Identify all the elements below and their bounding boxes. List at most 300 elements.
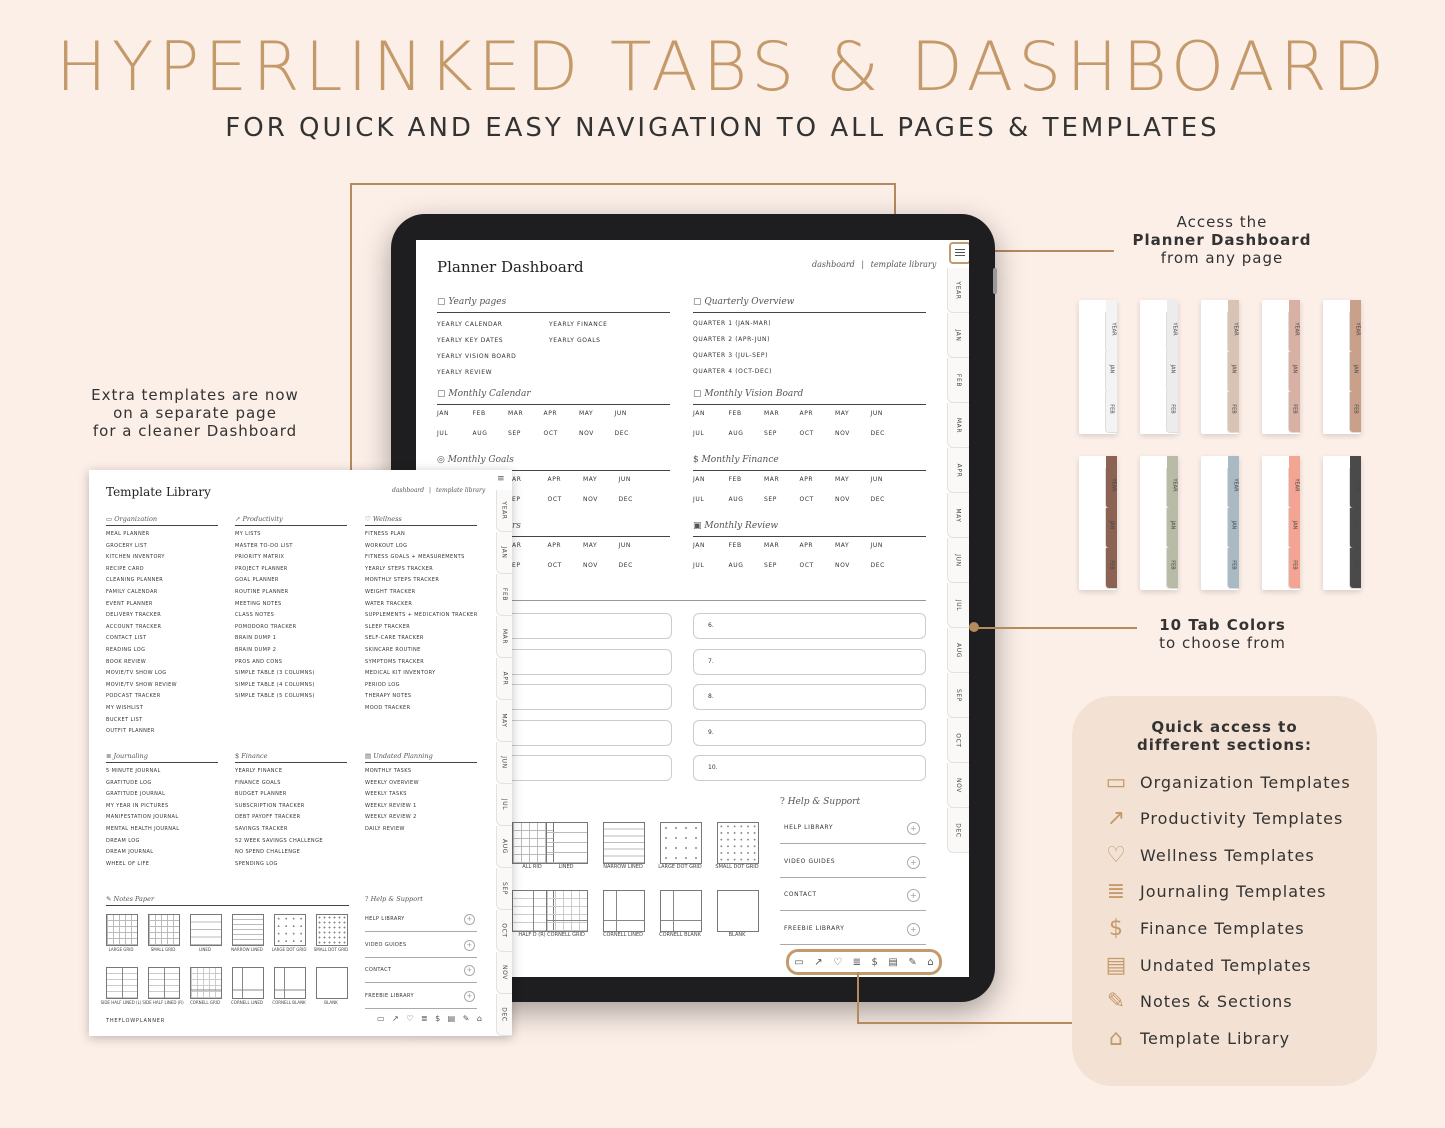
library-item[interactable]: MASTER TO-DO LIST	[235, 542, 293, 549]
help-label: HELP LIBRARY	[784, 824, 834, 831]
library-tab-dec[interactable]	[496, 994, 512, 1036]
library-item[interactable]: OUTFIT PLANNER	[106, 728, 155, 735]
list-item[interactable]: YEARLY CALENDAR	[437, 321, 503, 328]
paper-label: BLANK	[324, 1000, 338, 1005]
library-item[interactable]: SIMPLE TABLE (4 COLUMNS)	[235, 681, 315, 688]
library-tab-feb[interactable]	[496, 574, 512, 616]
library-nav-dashboard[interactable]: dashboard	[392, 487, 425, 494]
list-item[interactable]: QUARTER 4 (OCT-DEC)	[693, 368, 773, 375]
heart-icon[interactable]: ♡	[833, 956, 843, 968]
library-tab-nov[interactable]	[496, 952, 512, 994]
section-monthly-calendar: ▢ Monthly Calendar	[437, 389, 531, 399]
swatch-menu-icon	[1228, 300, 1239, 312]
dashboard-icon-bar	[786, 949, 942, 975]
list-item[interactable]: QUARTER 3 (JUL-SEP)	[693, 352, 769, 359]
month-link[interactable]: DEC	[870, 430, 885, 437]
paper-template[interactable]	[274, 914, 306, 946]
month-link[interactable]: NOV	[579, 430, 595, 437]
month-link[interactable]: JUN	[870, 410, 883, 417]
library-item[interactable]: NO SPEND CHALLENGE	[235, 849, 301, 856]
library-item[interactable]: BUCKET LIST	[106, 716, 143, 723]
callout-access-line2: Planner Dashboard	[1132, 231, 1312, 249]
month-link[interactable]: DEC	[614, 430, 629, 437]
month-link[interactable]: JAN	[693, 542, 706, 549]
library-item[interactable]: BRAIN DUMP 2	[235, 647, 277, 653]
month-link[interactable]: DEC	[870, 562, 885, 569]
library-item[interactable]: MANIFESTATION JOURNAL	[106, 814, 179, 821]
library-item[interactable]: WEIGHT TRACKER	[365, 589, 416, 595]
paper-label: CORNELL GRID	[189, 1000, 221, 1005]
month-link[interactable]: APR	[547, 542, 562, 549]
list-item[interactable]: YEARLY REVIEW	[437, 369, 493, 376]
library-item[interactable]: MONTHLY STEPS TRACKER	[365, 577, 440, 584]
swatch-tab	[1166, 352, 1178, 393]
month-link[interactable]: FEB	[728, 476, 742, 483]
library-tab-jan[interactable]	[496, 532, 512, 574]
dollar-icon[interactable]: $	[871, 956, 878, 968]
library-item[interactable]: RECIPE CARD	[106, 565, 144, 572]
section-yearly: ▢ Yearly pages	[437, 297, 507, 307]
numbered-box[interactable]: 8.	[693, 684, 926, 710]
month-link[interactable]: JUN	[618, 476, 631, 483]
month-link[interactable]: FEB	[472, 410, 486, 417]
library-item[interactable]: WEEKLY OVERVIEW	[365, 779, 419, 786]
tab-jan[interactable]	[947, 313, 969, 358]
month-link[interactable]: FEB	[728, 542, 742, 549]
library-item[interactable]: MENTAL HEALTH JOURNAL	[106, 826, 180, 832]
library-item[interactable]: FITNESS GOALS + MEASUREMENTS	[365, 554, 465, 561]
library-tab-apr[interactable]	[496, 658, 512, 700]
help-row[interactable]	[780, 813, 926, 844]
list-item[interactable]: YEARLY VISION BOARD	[437, 353, 517, 360]
tab-sep[interactable]	[947, 673, 969, 718]
month-link[interactable]: EP	[512, 562, 521, 569]
bank-icon[interactable]: ⌂	[476, 1014, 482, 1023]
library-item[interactable]: MY YEAR IN PICTURES	[106, 802, 169, 809]
paper-label: NARROW LINED	[603, 864, 643, 870]
quick-item-0[interactable]	[1102, 767, 1351, 797]
month-link[interactable]: AUG	[728, 496, 744, 503]
month-link[interactable]: MAY	[835, 410, 850, 417]
month-link[interactable]: MAR	[508, 410, 524, 417]
library-item[interactable]: MY LISTS	[235, 531, 261, 537]
month-link[interactable]: MAY	[583, 476, 598, 483]
library-item[interactable]: BUDGET PLANNER	[235, 791, 287, 798]
paper-template[interactable]	[603, 822, 645, 864]
library-item[interactable]: GRATITUDE JOURNAL	[106, 791, 166, 798]
month-link[interactable]: DEC	[618, 496, 633, 503]
plus-icon: +	[907, 822, 920, 835]
library-item[interactable]: MEETING NOTES	[235, 600, 282, 607]
month-link[interactable]: OCT	[547, 496, 562, 503]
swatch-tab	[1288, 312, 1300, 353]
section-monthly-goals: ◎ Monthly Goals	[437, 455, 514, 465]
month-link[interactable]: NOV	[583, 496, 599, 503]
library-item[interactable]: CLEANING PLANNER	[106, 577, 164, 584]
swatch-tab	[1105, 468, 1117, 509]
tab-mar[interactable]	[947, 403, 969, 448]
month-link[interactable]: NOV	[835, 562, 851, 569]
library-item[interactable]: WORKOUT LOG	[365, 542, 408, 549]
list-item[interactable]: YEARLY KEY DATES	[437, 337, 504, 344]
month-link[interactable]: JAN	[693, 410, 706, 417]
journal-icon[interactable]: ≣	[420, 1014, 428, 1023]
library-item[interactable]: MOVIE/TV SHOW REVIEW	[106, 681, 177, 688]
month-link[interactable]: APR	[543, 410, 558, 417]
library-item[interactable]: PROS AND CONS	[235, 658, 283, 665]
paper-template[interactable]	[546, 822, 588, 864]
month-link[interactable]: AUG	[728, 430, 744, 437]
tab-aug[interactable]	[947, 628, 969, 673]
list-box[interactable]	[496, 720, 672, 746]
paper-template[interactable]	[232, 967, 264, 999]
tab-jun[interactable]	[947, 538, 969, 583]
month-link[interactable]: JUN	[870, 476, 883, 483]
month-link[interactable]: OCT	[799, 430, 814, 437]
library-item[interactable]: MOOD TRACKER	[365, 705, 411, 711]
library-item[interactable]: BOOK REVIEW	[106, 658, 147, 665]
library-tab-jun[interactable]	[496, 742, 512, 784]
month-link[interactable]: JAN	[437, 410, 450, 417]
paper-template[interactable]	[717, 822, 759, 864]
library-item[interactable]: 5 MINUTE JOURNAL	[106, 768, 161, 774]
library-item[interactable]: CONTACT LIST	[106, 635, 147, 642]
paper-template[interactable]	[603, 890, 645, 932]
month-link[interactable]: OCT	[543, 430, 558, 437]
month-link[interactable]: JUL	[693, 562, 705, 569]
paper-label: SMALL DOT GRID	[715, 864, 759, 870]
tab-nov[interactable]	[947, 763, 969, 808]
numbered-box[interactable]: 6.	[693, 613, 926, 639]
quick-item-1[interactable]	[1102, 804, 1343, 834]
swatch-tab-label: FEB	[1352, 404, 1359, 414]
list-item[interactable]: YEARLY FINANCE	[549, 321, 608, 328]
bank-icon[interactable]: ⌂	[927, 956, 934, 968]
list-box[interactable]	[496, 755, 672, 781]
paper-template[interactable]	[717, 890, 759, 932]
library-item[interactable]: BRAIN DUMP 1	[235, 635, 277, 642]
tab-color-swatch[interactable]	[1323, 300, 1361, 434]
swatch-tab-label: YEAR	[1354, 478, 1361, 492]
quick-item-4[interactable]	[1102, 913, 1305, 943]
paper-template[interactable]	[106, 914, 138, 946]
paper-template[interactable]	[190, 967, 222, 999]
tab-feb[interactable]	[947, 358, 969, 403]
month-link[interactable]: APR	[799, 410, 814, 417]
tab-may[interactable]	[947, 493, 969, 538]
list-box[interactable]	[496, 684, 672, 710]
library-item[interactable]: SUBSCRIPTION TRACKER	[235, 802, 305, 809]
library-item[interactable]: SLEEP TRACKER	[365, 623, 411, 630]
swatch-tab-label: FEB	[1291, 560, 1298, 570]
subheadline: FOR QUICK AND EASY NAVIGATION TO ALL PAGES & TEMPLATES	[225, 113, 1220, 143]
month-link[interactable]: MAY	[835, 476, 850, 483]
tab-color-swatch[interactable]	[1079, 456, 1117, 590]
section-quarterly: ▢ Quarterly Overview	[693, 297, 795, 307]
library-help-row[interactable]	[365, 907, 477, 932]
menu-icon[interactable]	[949, 242, 969, 264]
paper-label: LARGE GRID	[108, 947, 134, 952]
month-link[interactable]: MAR	[764, 476, 780, 483]
quick-item-2[interactable]	[1102, 840, 1315, 870]
library-item[interactable]: ACCOUNT TRACKER	[106, 623, 162, 630]
nav-dashboard-link[interactable]: dashboard	[812, 260, 855, 269]
nav-library-link[interactable]: template library	[870, 260, 937, 269]
library-item[interactable]: WEEKLY TASKS	[365, 791, 407, 798]
yearly-title: Yearly pages	[448, 297, 507, 307]
library-item[interactable]: GROCERY LIST	[106, 542, 148, 549]
month-link[interactable]: AR	[512, 542, 522, 549]
paper-template[interactable]	[190, 914, 222, 946]
library-help	[365, 895, 423, 903]
folder-icon[interactable]: ▭	[377, 1014, 385, 1023]
folder-icon: ▭	[1105, 769, 1127, 795]
library-item[interactable]: MY WISHLIST	[106, 705, 144, 711]
library-item[interactable]: GOAL PLANNER	[235, 577, 279, 584]
library-item[interactable]: FINANCE GOALS	[235, 779, 281, 786]
help-label: VIDEO GUIDES	[784, 857, 836, 865]
swatch-tab-label: JAN	[1291, 364, 1298, 374]
library-menu-icon[interactable]: ≡	[497, 474, 505, 484]
library-item[interactable]: SELF-CARE TRACKER	[365, 635, 424, 642]
paper-label: CORNELL GRID	[547, 932, 585, 938]
library-item[interactable]: WEEKLY REVIEW 1	[365, 802, 417, 809]
numbered-box[interactable]: 10.	[693, 755, 926, 781]
tab-color-swatch[interactable]	[1262, 456, 1300, 590]
section-rule	[235, 762, 347, 763]
paper-template[interactable]	[546, 890, 588, 932]
tab-label: AUG	[954, 642, 962, 658]
library-item[interactable]: CLASS NOTES	[235, 612, 275, 619]
month-link[interactable]: AR	[512, 476, 522, 483]
library-item[interactable]: READING LOG	[106, 647, 146, 653]
month-link[interactable]: JUL	[437, 430, 449, 437]
library-item[interactable]: SAVINGS TRACKER	[235, 826, 288, 832]
heart-icon[interactable]: ♡	[406, 1014, 414, 1023]
month-link[interactable]: SEP	[508, 430, 522, 437]
quick-item-7[interactable]	[1102, 1023, 1290, 1053]
library-item[interactable]: SIMPLE TABLE (5 COLUMNS)	[235, 693, 315, 700]
chart-line-icon[interactable]: ↗	[392, 1014, 399, 1023]
month-link[interactable]: NOV	[835, 430, 851, 437]
month-link[interactable]: APR	[547, 476, 562, 483]
list-item[interactable]: QUARTER 1 (JAN-MAR)	[693, 320, 772, 327]
library-item[interactable]: WHEEL OF LIFE	[106, 860, 150, 867]
month-link[interactable]: DEC	[618, 562, 633, 569]
dollar-icon[interactable]: $	[435, 1014, 441, 1023]
library-item[interactable]: FITNESS PLAN	[365, 531, 406, 537]
library-tab-jul[interactable]	[496, 784, 512, 826]
month-link[interactable]: AUG	[472, 430, 488, 437]
list-item[interactable]: QUARTER 2 (APR-JUN)	[693, 336, 771, 343]
paper-template[interactable]	[148, 967, 180, 999]
month-link[interactable]: JUL	[693, 430, 705, 437]
chart-line-icon[interactable]: ↗	[814, 956, 823, 968]
library-item[interactable]: KITCHEN INVENTORY	[106, 554, 165, 561]
library-item[interactable]: THERAPY NOTES	[365, 693, 412, 700]
library-nav-library[interactable]: template library	[435, 487, 486, 494]
month-link[interactable]: OCT	[547, 562, 562, 569]
library-item[interactable]: PROJECT PLANNER	[235, 565, 288, 572]
library-item[interactable]: ROUTINE PLANNER	[235, 589, 289, 595]
library-item[interactable]: FAMILY CALENDAR	[106, 589, 158, 595]
library-tab-label: SEP	[501, 881, 508, 896]
library-item[interactable]: WATER TRACKER	[365, 600, 413, 607]
library-item[interactable]: PODCAST TRACKER	[106, 693, 161, 700]
library-item[interactable]: SIMPLE TABLE (3 COLUMNS)	[235, 670, 315, 677]
tab-color-swatch[interactable]	[1140, 300, 1178, 434]
month-link[interactable]: SEP	[764, 430, 778, 437]
library-item[interactable]: SYMPTOMS TRACKER	[365, 658, 425, 665]
library-item[interactable]: 52 WEEK SAVINGS CHALLENGE	[235, 837, 323, 844]
paper-template[interactable]	[232, 914, 264, 946]
tab-color-swatch[interactable]	[1201, 456, 1239, 590]
tab-color-swatch[interactable]	[1201, 300, 1239, 434]
month-link[interactable]: JUL	[693, 496, 705, 503]
library-tab-may[interactable]	[496, 700, 512, 742]
month-link[interactable]: DEC	[870, 496, 885, 503]
swatch-menu-icon	[1350, 300, 1361, 312]
swatch-tab-label: YEAR	[1110, 478, 1117, 492]
month-link[interactable]: OCT	[799, 496, 814, 503]
numbered-box[interactable]: 9.	[693, 720, 926, 746]
paper-template[interactable]	[660, 890, 702, 932]
library-tab-aug[interactable]	[496, 826, 512, 868]
library-item[interactable]: YEARLY STEPS TRACKER	[365, 565, 434, 572]
tab-jul[interactable]	[947, 583, 969, 628]
library-item[interactable]: SUPPLEMENTS + MEDICATION TRACKER	[365, 612, 478, 619]
month-link[interactable]: AUG	[728, 562, 744, 569]
library-item[interactable]: SKINCARE ROUTINE	[365, 647, 421, 653]
library-item[interactable]: MOVIE/TV SHOW LOG	[106, 670, 167, 677]
tab-color-swatch[interactable]	[1323, 456, 1361, 590]
library-help-row[interactable]	[365, 933, 477, 958]
quick-item-5[interactable]	[1102, 950, 1312, 980]
library-item[interactable]: DELIVERY TRACKER	[106, 612, 162, 619]
library-item[interactable]: YEARLY FINANCE	[235, 768, 283, 774]
month-link[interactable]: JUN	[614, 410, 627, 417]
library-item[interactable]: EVENT PLANNER	[106, 600, 153, 607]
library-tab-mar[interactable]	[496, 616, 512, 658]
swatch-tab	[1166, 312, 1178, 353]
help-label: FREEBIE LIBRARY	[365, 992, 414, 999]
month-link[interactable]: MAY	[579, 410, 594, 417]
library-item[interactable]: DREAM JOURNAL	[106, 849, 154, 856]
list-box[interactable]	[496, 649, 672, 675]
month-link[interactable]: MAR	[764, 542, 780, 549]
library-tab-oct[interactable]	[496, 910, 512, 952]
calendar-icon[interactable]: ▤	[447, 1014, 456, 1023]
tab-apr[interactable]	[947, 448, 969, 493]
nav-separator: |	[861, 260, 865, 269]
calendar-icon[interactable]: ▤	[888, 956, 898, 968]
tab-oct[interactable]	[947, 718, 969, 763]
swatch-tab-label: YEAR	[1232, 478, 1239, 492]
list-box[interactable]	[496, 613, 672, 639]
library-item[interactable]: DREAM LOG	[106, 837, 140, 844]
swatch-tab	[1166, 392, 1178, 433]
swatch-menu-icon	[1228, 456, 1239, 468]
month-link[interactable]: JUN	[618, 542, 631, 549]
swatch-tab-label: FEB	[1108, 404, 1115, 414]
library-item[interactable]: MONTHLY TASKS	[365, 768, 412, 774]
edit-icon[interactable]: ✎	[908, 956, 917, 968]
section-rule	[106, 525, 218, 526]
month-link[interactable]: NOV	[835, 496, 851, 503]
edit-icon[interactable]: ✎	[462, 1014, 470, 1023]
month-link[interactable]: OCT	[799, 562, 814, 569]
library-item[interactable]: GRATITUDE LOG	[106, 779, 152, 786]
folder-icon[interactable]: ▭	[794, 956, 804, 968]
month-link[interactable]: JAN	[693, 476, 706, 483]
library-item[interactable]: DAILY REVIEW	[365, 826, 405, 832]
month-link[interactable]: JUN	[870, 542, 883, 549]
library-tab-year[interactable]	[496, 490, 512, 532]
tab-color-swatch[interactable]	[1079, 300, 1117, 434]
connector-tabcolors	[974, 627, 1137, 629]
list-item[interactable]: YEARLY GOALS	[549, 337, 601, 344]
paper-template[interactable]	[274, 967, 306, 999]
library-item[interactable]: SPENDING LOG	[235, 860, 278, 867]
library-tab-sep[interactable]	[496, 868, 512, 910]
month-link[interactable]: MAY	[583, 542, 598, 549]
paper-template[interactable]	[106, 967, 138, 999]
tab-year[interactable]	[947, 268, 969, 313]
quick-item-6[interactable]	[1102, 987, 1293, 1017]
month-link[interactable]: SEP	[764, 496, 778, 503]
quick-item-3[interactable]	[1102, 877, 1327, 907]
paper-template[interactable]	[660, 822, 702, 864]
library-item[interactable]: POMODORO TRACKER	[235, 623, 297, 630]
numbered-box[interactable]: 7.	[693, 649, 926, 675]
swatch-tab-label: JAN	[1108, 364, 1115, 374]
library-help-row[interactable]	[365, 958, 477, 983]
help-row[interactable]	[780, 847, 926, 878]
library-item[interactable]: WEEKLY REVIEW 2	[365, 814, 417, 821]
paper-template[interactable]	[148, 914, 180, 946]
edit-icon: ✎	[106, 895, 114, 903]
swatch-tab	[1349, 508, 1361, 549]
month-link[interactable]: APR	[799, 476, 814, 483]
paper-template[interactable]	[316, 914, 348, 946]
library-tab-label: FEB	[500, 587, 508, 602]
library-item[interactable]: PERIOD LOG	[365, 681, 400, 688]
swatch-tab	[1105, 352, 1117, 393]
journal-icon[interactable]: ≣	[852, 956, 861, 968]
month-link[interactable]: EP	[512, 496, 521, 503]
tab-color-swatch[interactable]	[1140, 456, 1178, 590]
section-icon: ≣	[106, 752, 114, 760]
month-link[interactable]: SEP	[764, 562, 778, 569]
paper-label: LARGE DOT GRID	[271, 947, 307, 952]
library-item[interactable]: DEBT PAYOFF TRACKER	[235, 814, 301, 821]
library-item[interactable]: PRIORITY MATRIX	[235, 554, 285, 561]
tab-color-swatch[interactable]	[1262, 300, 1300, 434]
library-item[interactable]: MEAL PLANNER	[106, 531, 150, 537]
library-help-row[interactable]	[365, 984, 477, 1009]
month-link[interactable]: MAR	[764, 410, 780, 417]
month-link[interactable]: MAY	[835, 542, 850, 549]
library-item[interactable]: MEDICAL KIT INVENTORY	[365, 670, 436, 677]
section-icon: $	[235, 752, 242, 760]
tab-dec[interactable]	[947, 808, 969, 853]
paper-template[interactable]	[316, 967, 348, 999]
month-link[interactable]: NOV	[583, 562, 599, 569]
month-link[interactable]: APR	[799, 542, 814, 549]
help-row[interactable]	[780, 914, 926, 945]
help-row[interactable]	[780, 880, 926, 911]
month-link[interactable]: FEB	[728, 410, 742, 417]
